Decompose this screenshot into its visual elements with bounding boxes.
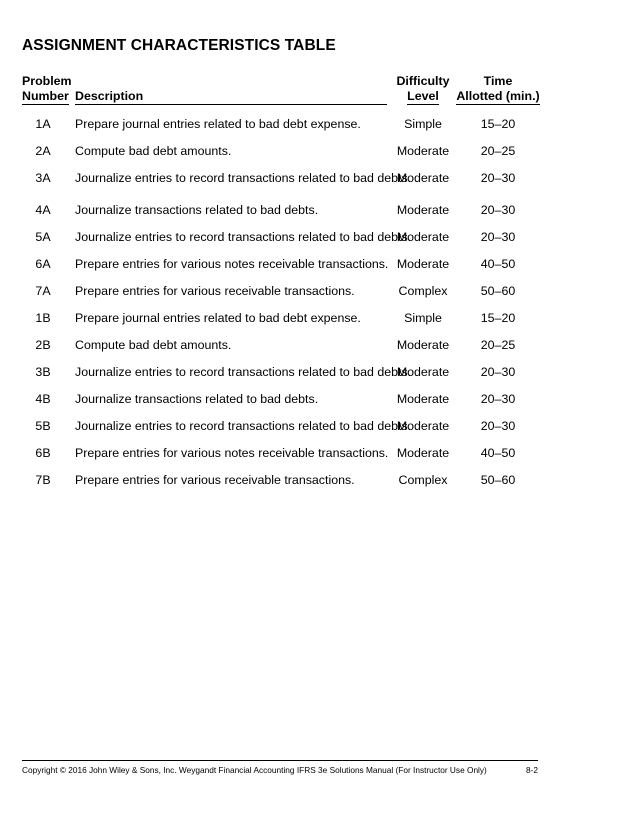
- problem-description: Journalize entries to record transactions related to bad debts.: [75, 365, 412, 379]
- problem-number: 2A: [35, 144, 51, 158]
- time-allotted: 20–30: [480, 230, 516, 244]
- problem-description: Prepare entries for various receivable transactions.: [75, 473, 355, 487]
- page-number: 8-2: [526, 765, 538, 775]
- problem-description: Journalize entries to record transactions related to bad debts.: [75, 230, 412, 244]
- problem-description: Prepare journal entries related to bad debt expense.: [75, 117, 361, 131]
- time-allotted: 20–30: [480, 203, 516, 217]
- difficulty-level: Complex: [398, 473, 448, 487]
- problem-description: Prepare entries for various receivable transactions.: [75, 284, 355, 298]
- header-problem-line1: Problem: [22, 74, 72, 88]
- problem-description: Prepare entries for various notes receivable transactions.: [75, 257, 389, 271]
- problem-number: 6A: [35, 257, 51, 271]
- difficulty-level: Simple: [404, 311, 442, 325]
- time-allotted: 20–25: [480, 338, 516, 352]
- table-row: [0, 445, 638, 461]
- time-allotted: 20–30: [480, 171, 516, 185]
- table-row: [0, 364, 638, 380]
- problem-number: 3A: [35, 171, 51, 185]
- header-time-line1: Time: [483, 74, 513, 88]
- time-allotted: 20–25: [480, 144, 516, 158]
- table-row: [0, 310, 638, 326]
- difficulty-level: Moderate: [396, 171, 450, 185]
- header-difficulty-line2: Level: [407, 89, 439, 103]
- problem-number: 4A: [35, 203, 51, 217]
- problem-description: Compute bad debt amounts.: [75, 338, 232, 352]
- table-row: [0, 256, 638, 272]
- page-title: ASSIGNMENT CHARACTERISTICS TABLE: [22, 37, 336, 54]
- problem-description: Compute bad debt amounts.: [75, 144, 232, 158]
- problem-number: 1A: [35, 117, 51, 131]
- difficulty-level: Moderate: [396, 446, 450, 460]
- problem-description: Journalize transactions related to bad debts.: [75, 392, 319, 406]
- time-allotted: 15–20: [480, 311, 516, 325]
- time-allotted: 20–30: [480, 365, 516, 379]
- problem-description: Journalize transactions related to bad debts.: [75, 203, 319, 217]
- difficulty-level: Moderate: [396, 365, 450, 379]
- table-row: [0, 202, 638, 218]
- table-row: [0, 143, 638, 159]
- time-allotted: 50–60: [480, 284, 516, 298]
- time-allotted: 40–50: [480, 257, 516, 271]
- problem-number: 7B: [35, 473, 51, 487]
- problem-number: 4B: [35, 392, 51, 406]
- difficulty-level: Simple: [404, 117, 442, 131]
- problem-number: 5B: [35, 419, 51, 433]
- time-allotted: 20–30: [480, 392, 516, 406]
- problem-description: Journalize entries to record transactions related to bad debts.: [75, 171, 412, 185]
- problem-description: Journalize entries to record transactions related to bad debts.: [75, 419, 412, 433]
- time-allotted: 15–20: [480, 117, 516, 131]
- problem-number: 5A: [35, 230, 51, 244]
- header-time-allotted: [456, 74, 540, 105]
- time-allotted: 20–30: [480, 419, 516, 433]
- difficulty-level: Complex: [398, 284, 448, 298]
- difficulty-level: Moderate: [396, 203, 450, 217]
- difficulty-level: Moderate: [396, 392, 450, 406]
- problem-number: 7A: [35, 284, 51, 298]
- header-problem-number: [22, 74, 72, 105]
- header-difficulty-level: [390, 74, 456, 105]
- time-allotted: 40–50: [480, 446, 516, 460]
- problem-number: 2B: [35, 338, 51, 352]
- problem-description: Prepare journal entries related to bad debt expense.: [75, 311, 361, 325]
- header-problem-line2: Number: [22, 89, 69, 103]
- header-description: Description: [75, 89, 387, 105]
- difficulty-level: Moderate: [396, 230, 450, 244]
- table-row: [0, 283, 638, 299]
- footer-copyright: Copyright © 2016 John Wiley & Sons, Inc. Weygandt Financial Accounting IFRS 3e Solutions Manual (For Instructor Use Only): [22, 765, 487, 775]
- difficulty-level: Moderate: [396, 144, 450, 158]
- difficulty-level: Moderate: [396, 338, 450, 352]
- table-row: [0, 229, 638, 245]
- table-row: [0, 472, 638, 488]
- problem-number: 6B: [35, 446, 51, 460]
- problem-number: 3B: [35, 365, 51, 379]
- difficulty-level: Moderate: [396, 257, 450, 271]
- header-difficulty-line1: Difficulty: [396, 74, 450, 88]
- table-row: [0, 170, 638, 186]
- problem-number: 1B: [35, 311, 51, 325]
- difficulty-level: Moderate: [396, 419, 450, 433]
- header-time-line2: Allotted (min.): [456, 89, 540, 103]
- time-allotted: 50–60: [480, 473, 516, 487]
- table-row: [0, 337, 638, 353]
- table-row: [0, 391, 638, 407]
- table-row: [0, 418, 638, 434]
- table-row: [0, 116, 638, 132]
- problem-description: Prepare entries for various notes receivable transactions.: [75, 446, 389, 460]
- footer-divider: [22, 760, 538, 761]
